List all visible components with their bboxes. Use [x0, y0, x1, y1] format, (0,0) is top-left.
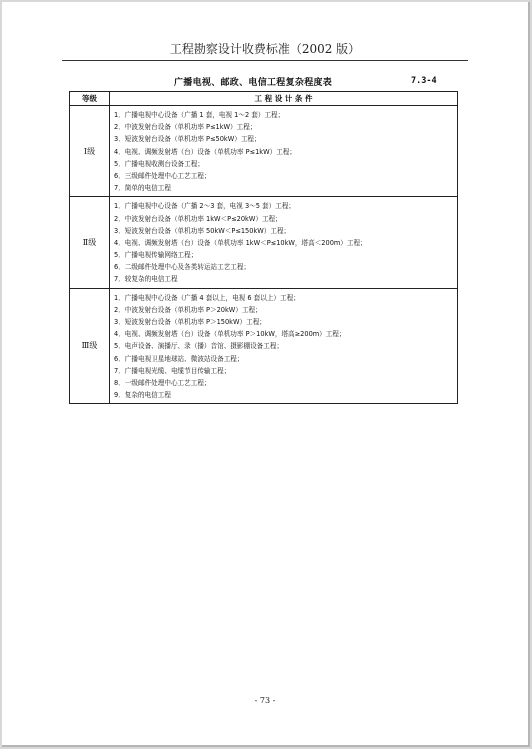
document-page	[2, 2, 530, 747]
header-rule	[62, 60, 468, 61]
condition-line: 5．电声设备、演播厅、录（播）音馆、摄影棚设备工程；	[114, 342, 284, 351]
condition-line: 4．电视、调频发射塔（台）设备（单机功率 P≤1kW）工程；	[114, 147, 296, 156]
condition-line: 1．广播电视中心设备（广播 4 套以上，电视 6 套以上）工程；	[114, 293, 300, 302]
condition-line: 5．广播电视传输网络工程；	[114, 251, 198, 260]
table-row	[70, 197, 458, 288]
condition-line: 9．复杂的电信工程	[114, 391, 171, 400]
conditions-column-header: 工 程 设 计 条 件	[110, 92, 458, 106]
table-row	[70, 288, 458, 404]
conditions-cell	[110, 288, 458, 404]
condition-line: 2．中波发射台设备（单机功率 P＞20kW）工程；	[114, 305, 262, 314]
table-header-row	[70, 92, 458, 106]
condition-line: 1．广播电视中心设备（广播 1 套，电视 1～2 套）工程；	[114, 111, 285, 119]
condition-line: 6．二级邮件处理中心及各类转运站工艺工程；	[114, 263, 251, 272]
condition-line: 3．短波发射台设备（单机功率 P＞150kW）工程；	[114, 318, 266, 326]
condition-line: 2．中波发射台设备（单机功率 P≤1kW）工程；	[114, 123, 257, 132]
condition-line: 6．三级邮件处理中心工艺工程；	[114, 171, 211, 180]
complexity-table	[69, 91, 458, 404]
condition-line: 2．中波发射台设备（单机功率 1kW＜P≤20kW）工程；	[114, 214, 282, 223]
condition-line: 6．广播电视卫星地球站、微波站设备工程；	[114, 354, 244, 363]
condition-line: 3．短波发射台设备（单机功率 50kW＜P≤150kW）工程；	[114, 226, 291, 235]
grade-column-header: 等级	[70, 92, 110, 106]
running-header: 工程勘察设计收费标准（2002 版）	[169, 42, 361, 56]
table-number: 7.3-4	[411, 76, 437, 86]
grade-cell: Ⅲ级	[70, 288, 110, 404]
condition-line: 5．广播电视收测台设备工程；	[114, 159, 204, 168]
condition-line: 8．一级邮件处理中心工艺工程；	[114, 378, 211, 387]
conditions-cell	[110, 197, 458, 288]
condition-line: 7．广播电视光缆、电缆节目传输工程；	[114, 366, 231, 375]
condition-line: 1．广播电视中心设备（广播 2～3 套，电视 3～5 套）工程；	[114, 202, 296, 211]
conditions-cell	[110, 106, 458, 197]
condition-line: 3．短波发射台设备（单机功率 P≤50kW）工程；	[114, 135, 261, 144]
condition-line: 4．电视、调频发射塔（台）设备（单机功率 1kW＜P≤10kW，塔高＜200m）工程；	[114, 238, 367, 247]
page-number: - 73 -	[254, 696, 276, 705]
condition-line: 7．较复杂的电信工程	[114, 275, 178, 284]
condition-line: 7．简单的电信工程	[114, 184, 171, 193]
condition-line: 4．电视、调频发射塔（台）设备（单机功率 P＞10kW，塔高≥200m）工程；	[114, 330, 346, 339]
grade-cell: Ⅱ级	[70, 197, 110, 288]
table-row	[70, 106, 458, 197]
grade-cell: Ⅰ级	[70, 106, 110, 197]
table-caption: 广播电视、邮政、电信工程复杂程度表	[174, 78, 333, 88]
